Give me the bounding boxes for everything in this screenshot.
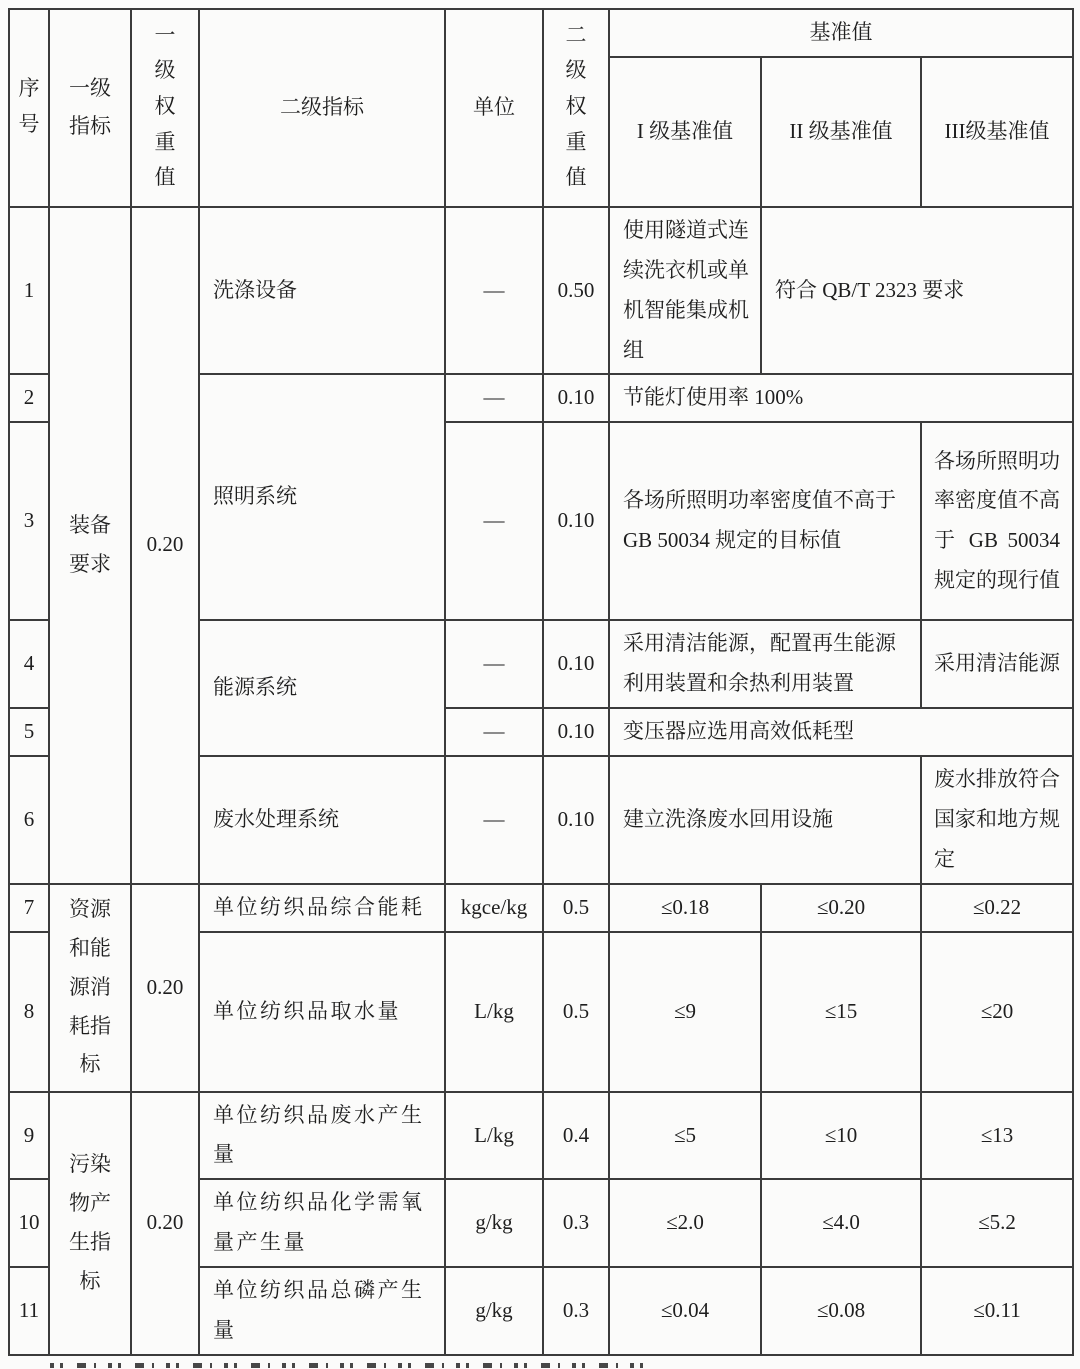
benchmark-12-merged-cell: 采用清洁能源，配置再生能源利用装置和余热利用装置 — [609, 620, 921, 708]
benchmark-3-cell: ≤0.22 — [921, 884, 1073, 932]
serial-cell: 10 — [9, 1179, 49, 1267]
table-row — [9, 884, 1073, 932]
level2-indicator-cell: 废水处理系统 — [199, 756, 445, 884]
header-level2-weight-label: 二级权重值 — [565, 22, 587, 190]
benchmark-2-cell: ≤10 — [761, 1092, 921, 1180]
unit-cell: — — [445, 422, 543, 620]
table-row — [9, 207, 1073, 375]
unit-cell: kgce/kg — [445, 884, 543, 932]
header-level1-indicator — [49, 9, 131, 207]
serial-cell: 4 — [9, 620, 49, 708]
serial-cell: 1 — [9, 207, 49, 375]
level2-indicator-cell: 单位纺织品综合能耗 — [199, 884, 445, 932]
benchmark-12-merged-cell: 各场所照明功率密度值不高于 GB 50034 规定的目标值 — [609, 422, 921, 620]
level2-indicator-cell: 单位纺织品化学需氧量产生量 — [199, 1179, 445, 1267]
level2-indicator-cell: 洗涤设备 — [199, 207, 445, 375]
header-serial — [9, 9, 49, 207]
level1-group-label: 资源和能源消耗指标 — [68, 897, 111, 1077]
level2-weight-cell: 0.3 — [543, 1267, 609, 1355]
level2-indicator-cell: 单位纺织品取水量 — [199, 932, 445, 1092]
serial-cell: 9 — [9, 1092, 49, 1180]
benchmark-3-cell: 废水排放符合国家和地方规定 — [921, 756, 1073, 884]
level1-weight-cell: 0.20 — [131, 207, 199, 884]
benchmark-2-cell: ≤0.08 — [761, 1267, 921, 1355]
benchmark-123-merged-cell: 节能灯使用率 100% — [609, 374, 1073, 422]
header-benchmark-l1: I 级基准值 — [609, 57, 761, 207]
level1-group-label: 装备要求 — [68, 512, 111, 576]
level2-weight-cell: 0.4 — [543, 1092, 609, 1180]
level2-indicator-cell: 单位纺织品废水产生量 — [199, 1092, 445, 1180]
level1-weight-cell: 0.20 — [131, 1092, 199, 1355]
benchmark-12-merged-cell: 建立洗涤废水回用设施 — [609, 756, 921, 884]
unit-cell: — — [445, 756, 543, 884]
header-level1-label: 一级指标 — [68, 75, 111, 139]
unit-cell: L/kg — [445, 932, 543, 1092]
level1-group-label: 污染物产生指标 — [68, 1152, 111, 1293]
level1-group-cell — [49, 207, 131, 884]
level2-weight-cell: 0.5 — [543, 932, 609, 1092]
level2-indicator-cell: 单位纺织品总磷产生量 — [199, 1267, 445, 1355]
serial-cell: 2 — [9, 374, 49, 422]
serial-cell: 5 — [9, 708, 49, 756]
level2-weight-cell: 0.10 — [543, 756, 609, 884]
serial-cell: 6 — [9, 756, 49, 884]
level2-weight-cell: 0.5 — [543, 884, 609, 932]
benchmark-1-cell: ≤9 — [609, 932, 761, 1092]
benchmark-3-cell: ≤5.2 — [921, 1179, 1073, 1267]
level2-weight-cell: 0.10 — [543, 708, 609, 756]
serial-cell: 8 — [9, 932, 49, 1092]
header-level2-indicator: 二级指标 — [199, 9, 445, 207]
benchmark-2-cell: ≤0.20 — [761, 884, 921, 932]
level2-indicator-cell: 照明系统 — [199, 374, 445, 620]
header-level1-weight — [131, 9, 199, 207]
unit-cell: g/kg — [445, 1267, 543, 1355]
level1-group-cell — [49, 1092, 131, 1355]
benchmark-1-cell: ≤0.18 — [609, 884, 761, 932]
table-row — [9, 1092, 1073, 1180]
unit-cell: L/kg — [445, 1092, 543, 1180]
level2-indicator-cell: 能源系统 — [199, 620, 445, 756]
header-benchmark-group: 基准值 — [609, 9, 1073, 57]
benchmark-1-cell: ≤2.0 — [609, 1179, 761, 1267]
unit-cell: — — [445, 374, 543, 422]
benchmark-23-merged-cell: 符合 QB/T 2323 要求 — [761, 207, 1073, 375]
unit-cell: — — [445, 207, 543, 375]
cropped-text-fragment — [50, 1359, 650, 1369]
level2-weight-cell: 0.10 — [543, 422, 609, 620]
unit-cell: — — [445, 620, 543, 708]
benchmark-1-cell: ≤0.04 — [609, 1267, 761, 1355]
serial-cell: 3 — [9, 422, 49, 620]
benchmark-3-cell: ≤0.11 — [921, 1267, 1073, 1355]
level1-weight-cell: 0.20 — [131, 884, 199, 1092]
header-unit: 单位 — [445, 9, 543, 207]
level2-weight-cell: 0.50 — [543, 207, 609, 375]
level2-weight-cell: 0.10 — [543, 374, 609, 422]
level2-weight-cell: 0.3 — [543, 1179, 609, 1267]
cropped-glyph-tops — [50, 1363, 650, 1368]
benchmark-3-cell: 采用清洁能源 — [921, 620, 1073, 708]
benchmark-1-cell: ≤5 — [609, 1092, 761, 1180]
benchmark-3-cell: 各场所照明功率密度值不高于 GB 50034 规定的现行值 — [921, 422, 1073, 620]
unit-cell: g/kg — [445, 1179, 543, 1267]
header-level2-weight — [543, 9, 609, 207]
header-benchmark-l2: II 级基准值 — [761, 57, 921, 207]
benchmark-2-cell: ≤15 — [761, 932, 921, 1092]
header-benchmark-l3: III级基准值 — [921, 57, 1073, 207]
benchmark-2-cell: ≤4.0 — [761, 1179, 921, 1267]
level1-group-cell — [49, 884, 131, 1092]
benchmark-123-merged-cell: 变压器应选用高效低耗型 — [609, 708, 1073, 756]
serial-cell: 7 — [9, 884, 49, 932]
unit-cell: — — [445, 708, 543, 756]
benchmark-1-cell: 使用隧道式连续洗衣机或单机智能集成机组 — [609, 207, 761, 375]
benchmark-3-cell: ≤13 — [921, 1092, 1073, 1180]
level2-weight-cell: 0.10 — [543, 620, 609, 708]
serial-cell: 11 — [9, 1267, 49, 1355]
header-serial-label: 序号 — [18, 76, 40, 136]
benchmark-3-cell: ≤20 — [921, 932, 1073, 1092]
header-level1-weight-label: 一级权重值 — [154, 22, 176, 190]
indicator-benchmark-table — [8, 8, 1074, 1356]
